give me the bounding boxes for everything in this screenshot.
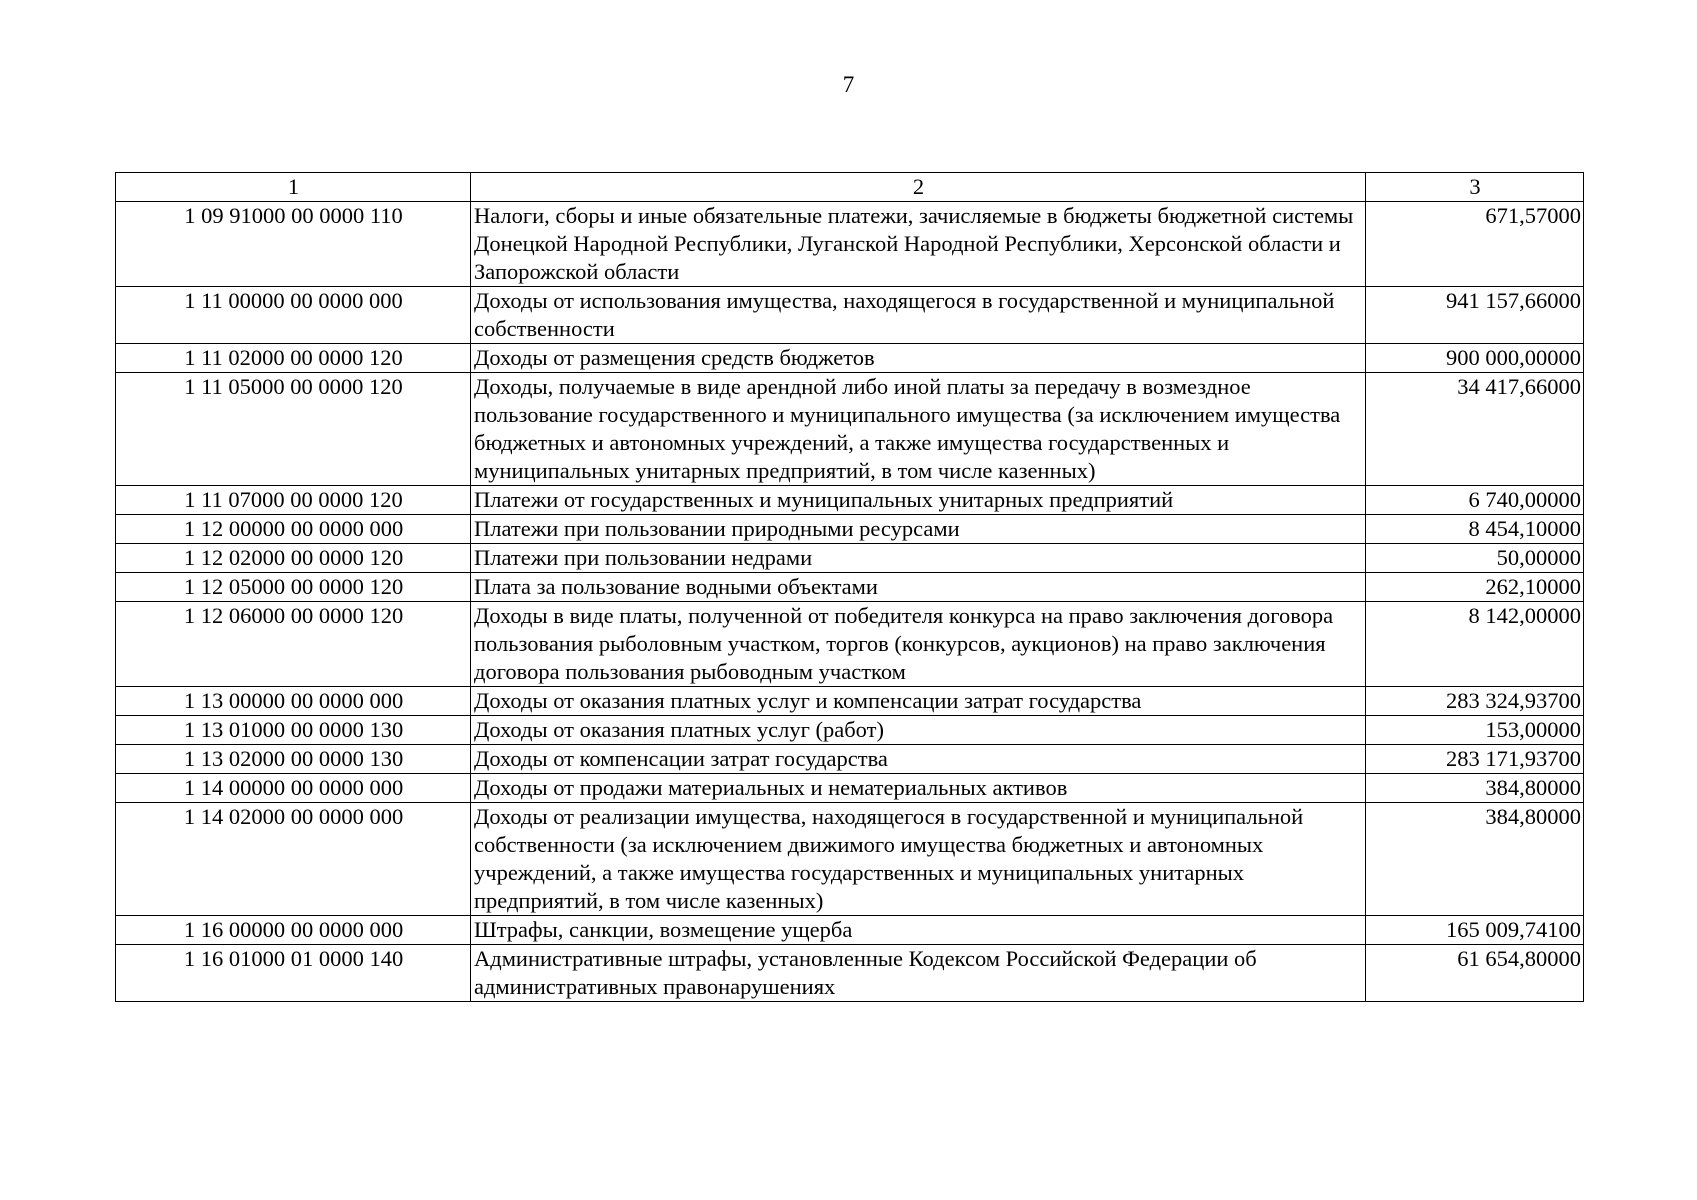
header-row <box>116 173 1584 202</box>
table-row <box>116 687 1584 716</box>
revenue-name-cell: Административные штрафы, установленные Кодексом Российской Федерации об административных правонарушениях <box>471 945 1366 1002</box>
revenue-name-cell: Доходы от компенсации затрат государства <box>471 745 1366 774</box>
budget-code-cell: 1 12 05000 00 0000 120 <box>116 573 471 602</box>
amount-cell: 671,57000 <box>1366 202 1584 287</box>
amount-cell: 6 740,00000 <box>1366 486 1584 515</box>
amount-cell: 283 324,93700 <box>1366 687 1584 716</box>
budget-code-cell: 1 12 06000 00 0000 120 <box>116 602 471 687</box>
revenue-name-cell: Доходы от оказания платных услуг (работ) <box>471 716 1366 745</box>
budget-code-cell: 1 13 02000 00 0000 130 <box>116 745 471 774</box>
revenue-name-cell: Доходы от оказания платных услуг и компенсации затрат государства <box>471 687 1366 716</box>
amount-cell: 283 171,93700 <box>1366 745 1584 774</box>
amount-cell: 384,80000 <box>1366 803 1584 916</box>
budget-code-cell: 1 14 00000 00 0000 000 <box>116 774 471 803</box>
revenue-name-cell: Платежи от государственных и муниципальных унитарных предприятий <box>471 486 1366 515</box>
amount-cell: 165 009,74100 <box>1366 916 1584 945</box>
table-row <box>116 573 1584 602</box>
table-row <box>116 602 1584 687</box>
revenue-name-cell: Штрафы, санкции, возмещение ущерба <box>471 916 1366 945</box>
table-row <box>116 945 1584 1002</box>
budget-code-cell: 1 14 02000 00 0000 000 <box>116 803 471 916</box>
amount-cell: 262,10000 <box>1366 573 1584 602</box>
budget-code-cell: 1 09 91000 00 0000 110 <box>116 202 471 287</box>
table-row <box>116 745 1584 774</box>
table-body <box>116 202 1584 1002</box>
budget-code-cell: 1 12 00000 00 0000 000 <box>116 515 471 544</box>
budget-code-cell: 1 11 05000 00 0000 120 <box>116 373 471 486</box>
table-row <box>116 344 1584 373</box>
amount-cell: 50,00000 <box>1366 544 1584 573</box>
revenue-name-cell: Доходы в виде платы, полученной от победителя конкурса на право заключения договора пользования рыболовным участком, торгов (конкурсов, аукционов) на право заключения договора пользования рыбоводным участком <box>471 602 1366 687</box>
revenue-name-cell: Плата за пользование водными объектами <box>471 573 1366 602</box>
amount-cell: 941 157,66000 <box>1366 287 1584 344</box>
budget-code-cell: 1 12 02000 00 0000 120 <box>116 544 471 573</box>
table-row <box>116 515 1584 544</box>
amount-cell: 34 417,66000 <box>1366 373 1584 486</box>
column-header-amount: 3 <box>1366 173 1584 202</box>
budget-code-cell: 1 11 02000 00 0000 120 <box>116 344 471 373</box>
amount-cell: 8 454,10000 <box>1366 515 1584 544</box>
table-row <box>116 287 1584 344</box>
revenue-name-cell: Доходы от использования имущества, находящегося в государственной и муниципальной собственности <box>471 287 1366 344</box>
revenue-table <box>115 172 1584 1002</box>
amount-cell: 61 654,80000 <box>1366 945 1584 1002</box>
table-row <box>116 486 1584 515</box>
table-row <box>116 916 1584 945</box>
amount-cell: 8 142,00000 <box>1366 602 1584 687</box>
table-row <box>116 202 1584 287</box>
budget-code-cell: 1 16 01000 01 0000 140 <box>116 945 471 1002</box>
revenue-name-cell: Платежи при пользовании недрами <box>471 544 1366 573</box>
revenue-name-cell: Доходы от размещения средств бюджетов <box>471 344 1366 373</box>
revenue-name-cell: Доходы от реализации имущества, находящегося в государственной и муниципальной собственности (за исключением движимого имущества бюджетных и автономных учреждений, а также имущества государственных и муниципальных унитарных предприятий, в том числе казенных) <box>471 803 1366 916</box>
budget-code-cell: 1 11 07000 00 0000 120 <box>116 486 471 515</box>
revenue-name-cell: Доходы от продажи материальных и нематериальных активов <box>471 774 1366 803</box>
table-row <box>116 373 1584 486</box>
budget-code-cell: 1 11 00000 00 0000 000 <box>116 287 471 344</box>
amount-cell: 900 000,00000 <box>1366 344 1584 373</box>
table-row <box>116 803 1584 916</box>
amount-cell: 384,80000 <box>1366 774 1584 803</box>
revenue-name-cell: Налоги, сборы и иные обязательные платежи, зачисляемые в бюджеты бюджетной системы Донецкой Народной Республики, Луганской Народной Республики, Херсонской области и Запорожской области <box>471 202 1366 287</box>
amount-cell: 153,00000 <box>1366 716 1584 745</box>
table-row <box>116 716 1584 745</box>
revenue-name-cell: Доходы, получаемые в виде арендной либо иной платы за передачу в возмездное пользование государственного и муниципального имущества (за исключением имущества бюджетных и автономных учреждений, а также имущества государственных и муниципальных унитарных предприятий, в том числе казенных) <box>471 373 1366 486</box>
budget-code-cell: 1 13 01000 00 0000 130 <box>116 716 471 745</box>
page-number: 7 <box>842 72 855 97</box>
column-header-name: 2 <box>471 173 1366 202</box>
budget-code-cell: 1 16 00000 00 0000 000 <box>116 916 471 945</box>
table-row <box>116 544 1584 573</box>
revenue-name-cell: Платежи при пользовании природными ресурсами <box>471 515 1366 544</box>
budget-code-cell: 1 13 00000 00 0000 000 <box>116 687 471 716</box>
column-header-code: 1 <box>116 173 471 202</box>
table-row <box>116 774 1584 803</box>
